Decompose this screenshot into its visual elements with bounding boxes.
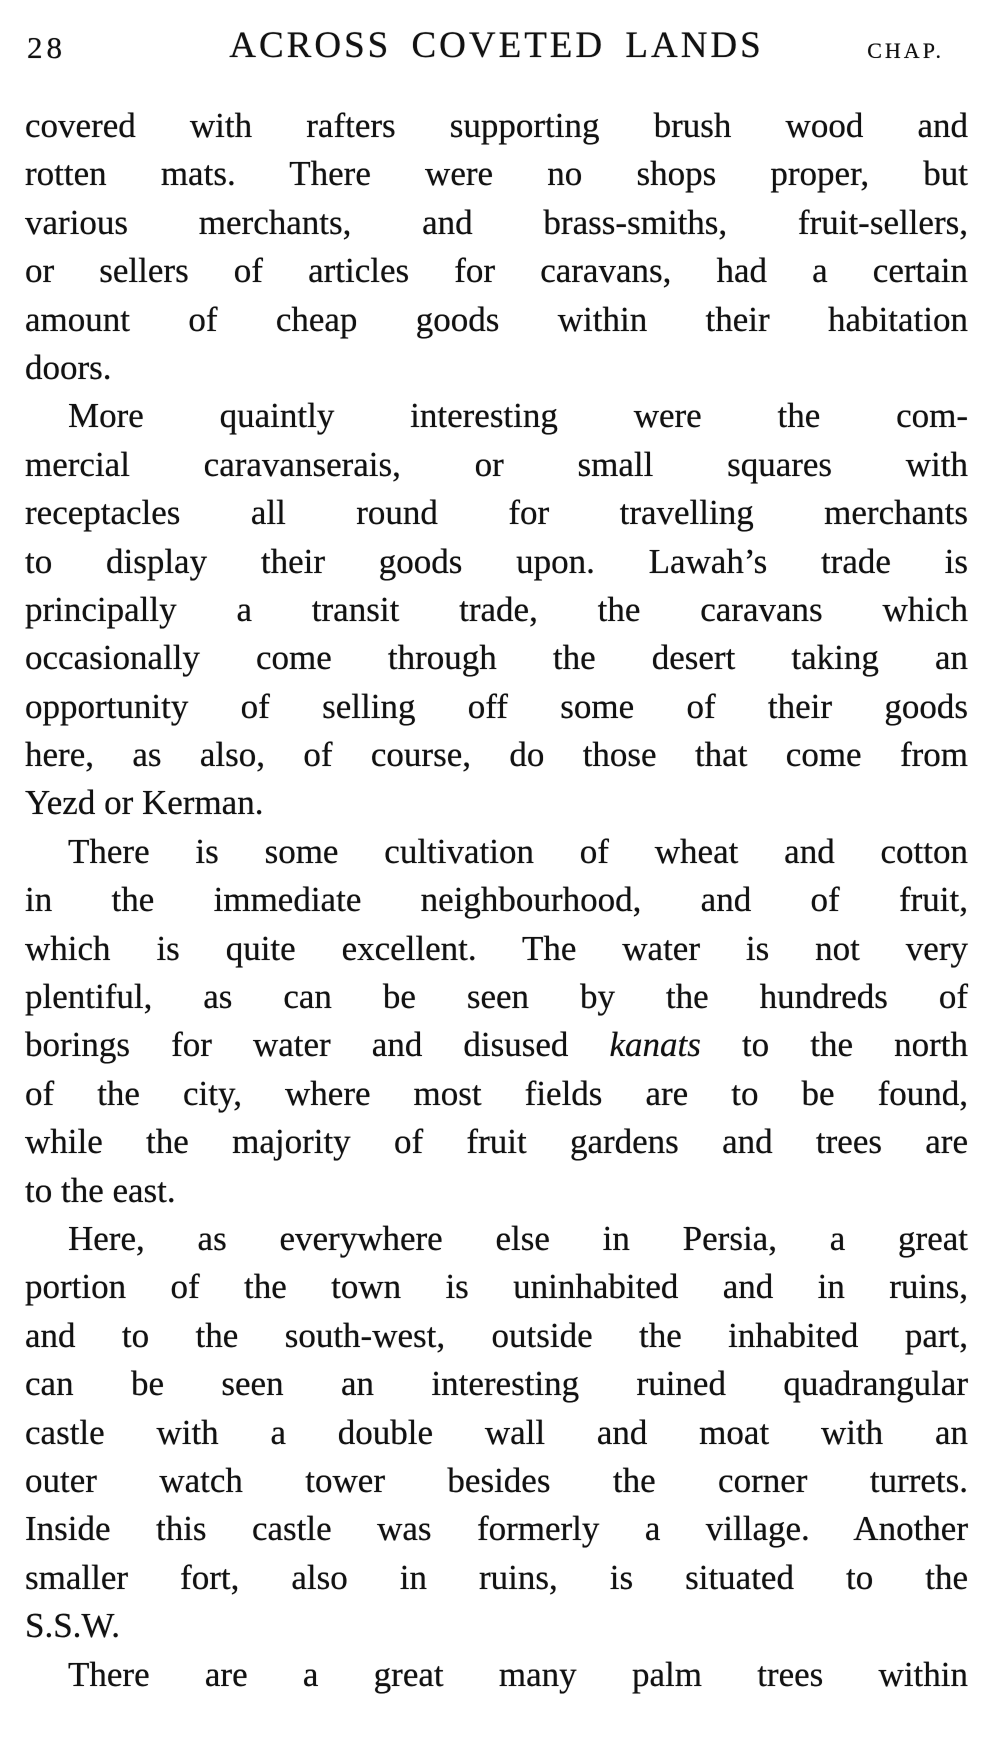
text-segment: Inside this castle was formerly a village. Another [25, 1509, 968, 1549]
text-segment: outer watch tower besides the corner turrets. [25, 1460, 968, 1500]
page-number: 28 [27, 30, 66, 65]
text-segment: mercial caravanserais, or small squares with [25, 444, 968, 484]
text-segment: while the majority of fruit gardens and trees are [25, 1122, 968, 1162]
text-line [25, 1651, 968, 1699]
text-segment: amount of cheap goods within their habitation [25, 299, 968, 339]
text-segment: There are a great many palm trees within [68, 1654, 968, 1694]
text-line [25, 199, 968, 247]
text-line [25, 731, 968, 779]
text-line [25, 538, 968, 586]
text-line [25, 344, 968, 392]
text-line [25, 1602, 968, 1650]
text-line [25, 1118, 968, 1166]
text-segment: or sellers of articles for caravans, had a certain [25, 251, 968, 291]
text-segment: which is quite excellent. The water is not very [25, 928, 968, 968]
text-line [25, 1312, 968, 1360]
text-segment: can be seen an interesting ruined quadrangular [25, 1364, 968, 1404]
text-line [25, 779, 968, 827]
text-line [25, 1167, 968, 1215]
text-segment: to the east. [25, 1170, 176, 1210]
text-segment: to the north [700, 1025, 968, 1065]
text-line [25, 1457, 968, 1505]
text-segment: portion of the town is uninhabited and in ruins, [25, 1267, 968, 1307]
text-segment: castle with a double wall and moat with an [25, 1412, 968, 1452]
text-segment: covered with rafters supporting brush wood and [25, 106, 968, 145]
text-line [25, 973, 968, 1021]
text-line [25, 1263, 968, 1311]
text-segment: to display their goods upon. Lawah’s trade is [25, 541, 968, 581]
text-segment: rotten mats. There were no shops proper, but [25, 154, 968, 194]
page-body-text [25, 102, 968, 1699]
text-line [25, 489, 968, 537]
text-segment: borings for water and disused [25, 1025, 610, 1065]
running-title: ACROSS COVETED LANDS [229, 25, 764, 66]
text-line [25, 586, 968, 634]
running-header [25, 0, 968, 80]
text-segment: occasionally come through the desert taking an [25, 638, 968, 678]
text-segment: doors. [25, 347, 112, 387]
text-line [25, 1554, 968, 1602]
text-line [25, 1505, 968, 1553]
text-line [25, 296, 968, 344]
text-line [25, 102, 968, 150]
chapter-label: CHAP. [867, 38, 944, 63]
text-line [25, 683, 968, 731]
text-segment: S.S.W. [25, 1606, 121, 1646]
text-segment: smaller fort, also in ruins, is situated to the [25, 1557, 968, 1597]
text-segment: Here, as everywhere else in Persia, a great [68, 1218, 968, 1258]
text-segment: and to the south-west, outside the inhabited part, [25, 1315, 968, 1355]
text-segment: There is some cultivation of wheat and cotton [68, 831, 968, 871]
text-line [25, 392, 968, 440]
text-segment: of the city, where most fields are to be found, [25, 1073, 968, 1113]
text-line [25, 828, 968, 876]
italic-term: kanats [609, 1025, 701, 1065]
text-segment: Yezd or Kerman. [25, 783, 264, 823]
text-segment: principally a transit trade, the caravans which [25, 589, 968, 629]
text-line [25, 1021, 968, 1069]
text-line [25, 247, 968, 295]
text-segment: various merchants, and brass-smiths, fruit-sellers, [25, 202, 968, 242]
text-segment: More quaintly interesting were the com- [68, 396, 968, 436]
text-line [25, 1215, 968, 1263]
text-segment: plentiful, as can be seen by the hundreds of [25, 977, 968, 1017]
text-segment: receptacles all round for travelling merchants [25, 493, 968, 533]
text-line [25, 1409, 968, 1457]
text-line [25, 925, 968, 973]
text-line [25, 1070, 968, 1118]
text-segment: in the immediate neighbourhood, and of fruit, [25, 880, 968, 920]
text-line [25, 1360, 968, 1408]
text-line [25, 150, 968, 198]
text-segment: opportunity of selling off some of their goods [25, 686, 968, 726]
text-line [25, 634, 968, 682]
text-line [25, 441, 968, 489]
text-segment: here, as also, of course, do those that come from [25, 735, 968, 775]
text-line [25, 876, 968, 924]
